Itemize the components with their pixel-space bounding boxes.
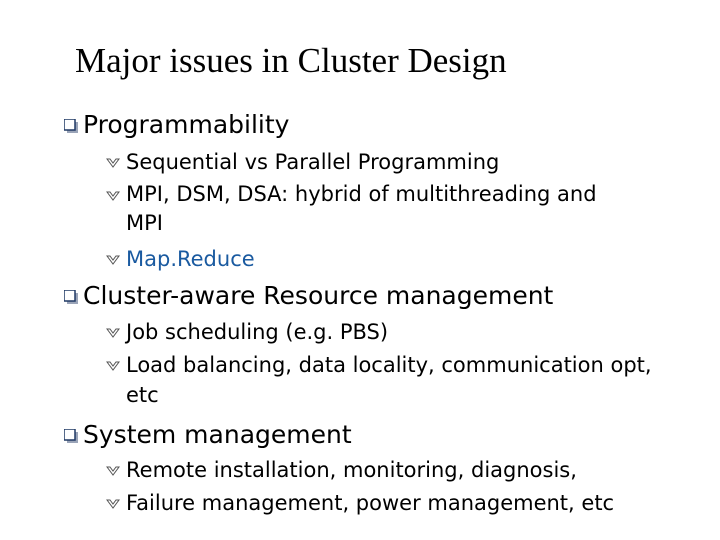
check-bullet-icon	[106, 188, 120, 202]
section-heading-resource-management: Cluster-aware Resource management	[83, 281, 554, 310]
list-item-mapreduce: Map.Reduce	[126, 247, 255, 271]
list-item: MPI, DSM, DSA: hybrid of multithreading and	[126, 182, 597, 206]
list-item: Sequential vs Parallel Programming	[126, 150, 500, 174]
section-heading-programmability: Programmability	[83, 110, 290, 139]
list-item: Load balancing, data locality, communication opt,	[126, 353, 652, 377]
slide-title: Major issues in Cluster Design	[75, 41, 507, 80]
list-item-continuation: etc	[126, 383, 159, 407]
list-item-continuation: MPI	[126, 211, 163, 235]
square-bullet-icon	[64, 119, 78, 133]
check-bullet-icon	[106, 155, 120, 169]
check-bullet-icon	[106, 252, 120, 266]
list-item: Failure management, power management, etc	[126, 491, 615, 515]
square-bullet-icon	[64, 290, 78, 304]
section-heading-system-management: System management	[83, 420, 352, 449]
list-item: Job scheduling (e.g. PBS)	[126, 320, 389, 344]
check-bullet-icon	[106, 325, 120, 339]
check-bullet-icon	[106, 463, 120, 477]
check-bullet-icon	[106, 358, 120, 372]
list-item: Remote installation, monitoring, diagnosis,	[126, 458, 577, 482]
square-bullet-icon	[64, 429, 78, 443]
check-bullet-icon	[106, 496, 120, 510]
